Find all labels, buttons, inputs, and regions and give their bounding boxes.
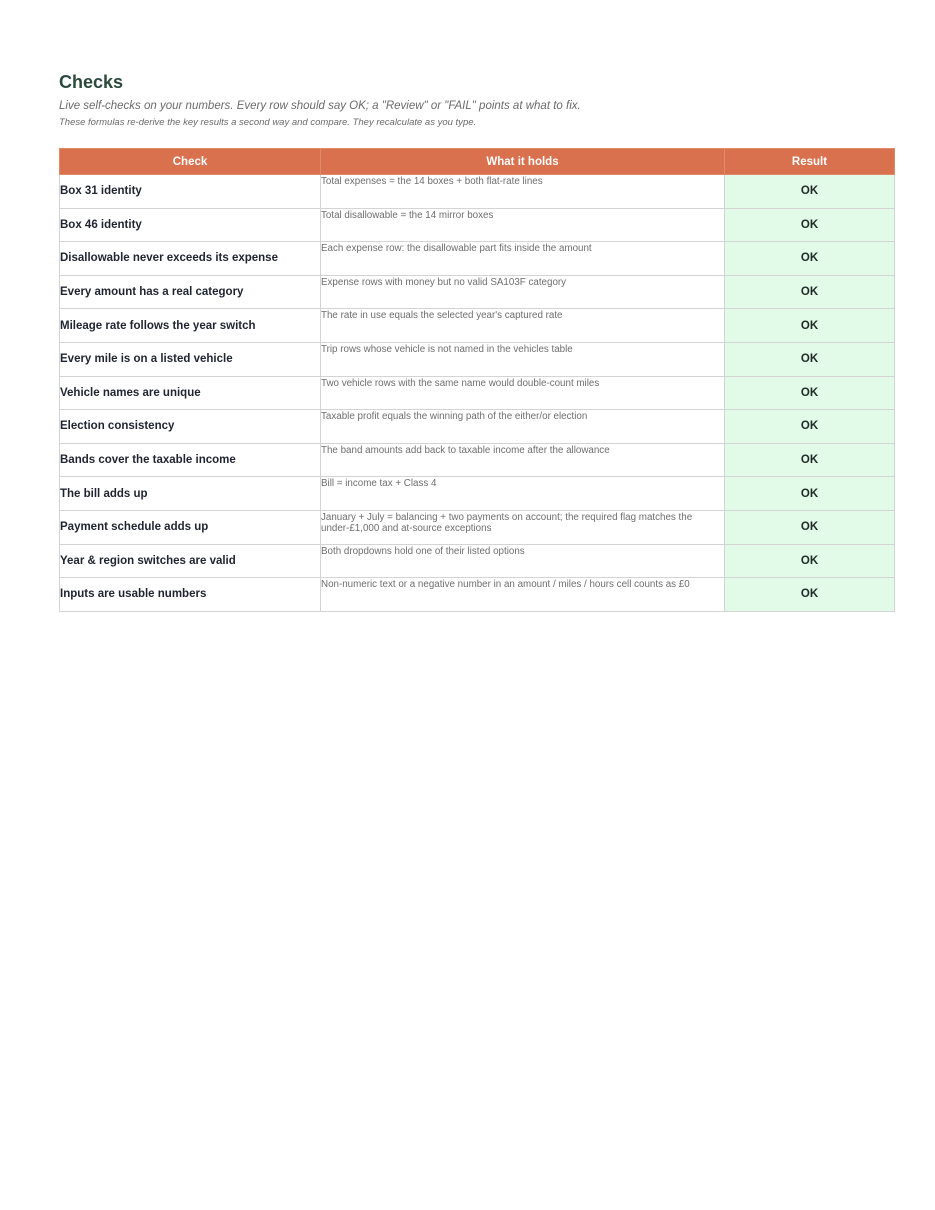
check-description-cell[interactable] (321, 376, 725, 410)
check-description-text: The rate in use equals the selected year's captured rate (321, 310, 563, 322)
check-result-cell[interactable]: OK (725, 510, 895, 544)
check-description-cell[interactable] (321, 544, 725, 578)
check-result-cell[interactable]: OK (725, 376, 895, 410)
check-description-text: Both dropdowns hold one of their listed options (321, 545, 525, 557)
table-row (60, 208, 895, 242)
table-row (60, 410, 895, 444)
column-header-what-it-holds[interactable]: What it holds (321, 149, 725, 175)
check-description-cell[interactable] (321, 309, 725, 343)
check-description-text: Total expenses = the 14 boxes + both flat-rate lines (321, 176, 543, 187)
check-description-cell[interactable] (321, 175, 725, 209)
table-row (60, 510, 895, 544)
check-description-cell[interactable] (321, 342, 725, 376)
check-name-cell[interactable]: Vehicle names are unique (60, 376, 321, 410)
table-row (60, 443, 895, 477)
check-description-text: Non-numeric text or a negative number in an amount / miles / hours cell counts as £0 (321, 579, 690, 591)
check-result-cell[interactable]: OK (725, 175, 895, 209)
check-name-cell[interactable]: Disallowable never exceeds its expense (60, 242, 321, 276)
table-header (60, 149, 895, 175)
page-title: Checks (59, 72, 124, 92)
check-description-text: Taxable profit equals the winning path of the either/or election (321, 411, 588, 423)
check-result-cell[interactable]: OK (725, 342, 895, 376)
check-description-text: Trip rows whose vehicle is not named in the vehicles table (321, 343, 573, 355)
check-description-cell[interactable] (321, 275, 725, 309)
check-description-cell[interactable] (321, 578, 725, 612)
column-header-result[interactable]: Result (725, 149, 895, 175)
check-result-cell[interactable]: OK (725, 443, 895, 477)
check-name-cell[interactable]: Inputs are usable numbers (60, 578, 321, 612)
check-description-cell[interactable] (321, 443, 725, 477)
check-name-cell[interactable]: Payment schedule adds up (60, 510, 321, 544)
page-note: These formulas re-derive the key results a second way and compare. They recalculate as you type. (59, 117, 477, 128)
check-name-cell[interactable]: The bill adds up (60, 477, 321, 511)
check-description-text: Bill = income tax + Class 4 (321, 478, 437, 490)
check-description-text: Each expense row: the disallowable part fits inside the amount (321, 243, 592, 255)
check-description-cell[interactable] (321, 208, 725, 242)
check-result-cell[interactable]: OK (725, 410, 895, 444)
check-result-cell[interactable]: OK (725, 208, 895, 242)
page-subtitle: Live self-checks on your numbers. Every row should say OK; a "Review" or "FAIL" points at what to fix. (59, 100, 581, 112)
table-body (60, 175, 895, 612)
check-description-cell[interactable] (321, 510, 725, 544)
check-name-cell[interactable]: Election consistency (60, 410, 321, 444)
table-row (60, 275, 895, 309)
check-result-cell[interactable]: OK (725, 578, 895, 612)
table-row (60, 477, 895, 511)
table-row (60, 544, 895, 578)
check-name-cell[interactable]: Box 31 identity (60, 175, 321, 209)
check-result-cell[interactable]: OK (725, 242, 895, 276)
check-description-cell[interactable] (321, 477, 725, 511)
check-description-text: January + July = balancing + two payments on account; the required flag matches the under-£1,000 and at-source exceptions (321, 511, 693, 534)
check-name-cell[interactable]: Every amount has a real category (60, 275, 321, 309)
table-row (60, 309, 895, 343)
check-result-cell[interactable]: OK (725, 309, 895, 343)
check-description-text: The band amounts add back to taxable income after the allowance (321, 444, 610, 456)
table-row (60, 342, 895, 376)
check-description-text: Two vehicle rows with the same name would double-count miles (321, 377, 600, 389)
table-row (60, 242, 895, 276)
check-description-text: Expense rows with money but no valid SA103F category (321, 276, 567, 288)
table-row (60, 175, 895, 209)
check-name-cell[interactable]: Year & region switches are valid (60, 544, 321, 578)
check-description-cell[interactable] (321, 242, 725, 276)
check-result-cell[interactable]: OK (725, 275, 895, 309)
check-description-cell[interactable] (321, 410, 725, 444)
table-row (60, 376, 895, 410)
column-header-check[interactable]: Check (60, 149, 321, 175)
check-result-cell[interactable]: OK (725, 544, 895, 578)
checks-sheet (59, 70, 894, 601)
check-name-cell[interactable]: Box 46 identity (60, 208, 321, 242)
check-result-cell[interactable]: OK (725, 477, 895, 511)
header-row (60, 149, 895, 175)
check-description-text: Total disallowable = the 14 mirror boxes (321, 209, 494, 221)
check-name-cell[interactable]: Mileage rate follows the year switch (60, 309, 321, 343)
table-row (60, 578, 895, 612)
checks-table (59, 148, 895, 612)
check-name-cell[interactable]: Every mile is on a listed vehicle (60, 342, 321, 376)
check-name-cell[interactable]: Bands cover the taxable income (60, 443, 321, 477)
